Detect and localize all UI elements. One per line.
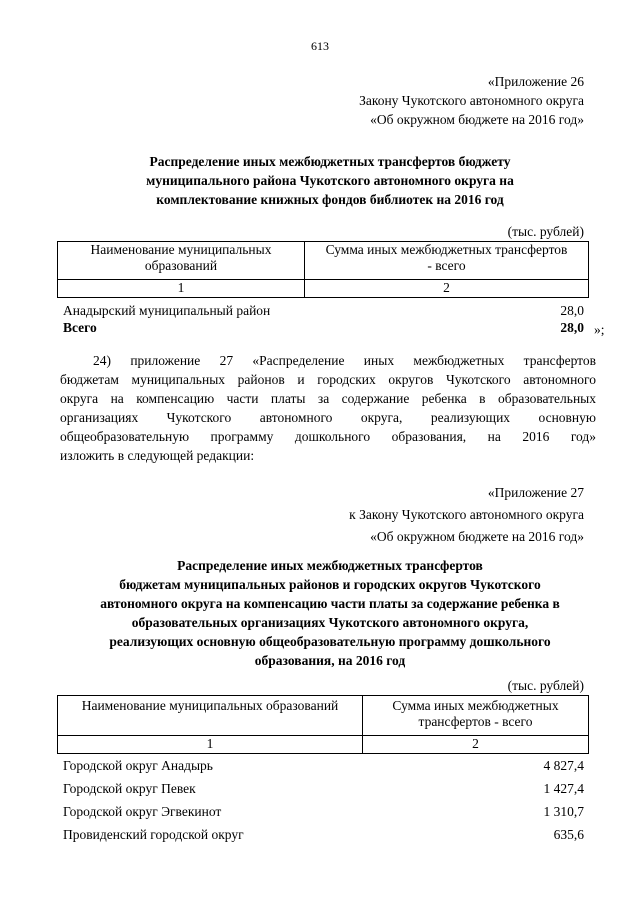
page-number: 613 [311,39,329,53]
annex-27-line: «Об окружном бюджете на 2016 год» [370,529,584,544]
column-header-name [58,242,305,280]
annex-27-reference [349,482,584,548]
title-line: автономного округа на компенсацию части платы за содержание ребенка в [100,596,560,611]
header-line: Сумма иных межбюджетных трансфертов [325,242,568,257]
row-value: 28,0 [560,303,584,318]
column-header-name [58,696,363,736]
paragraph-line: 24) приложение 27 «Распределение иных межбюджетных трансфертов [93,353,596,368]
annex-27-unit: (тыс. рублей) [507,678,584,693]
table-row [63,827,584,850]
column-header-sum [363,696,589,736]
table-row [63,781,584,804]
annex-26-line: Закону Чукотского автономного округа [359,93,584,108]
title-line: Распределение иных межбюджетных трансфертов [177,558,483,573]
table-row [63,804,584,827]
annex-26-table-body [63,303,584,337]
paragraph-line: бюджетам муниципальных районов и городских округов Чукотского автономного [60,372,596,387]
annex-26-line: «Приложение 26 [487,74,584,89]
header-line: Наименование муниципальных образований [81,698,339,713]
annex-26-unit: (тыс. рублей) [507,224,584,239]
annex-26-title [60,152,600,209]
title-line: муниципального района Чукотского автономного округа на [146,173,514,188]
annex-26-reference [359,72,584,129]
row-value: 1 310,7 [543,804,584,819]
amendment-paragraph [60,351,596,465]
row-name: Городской округ Эгвекинот [63,804,222,819]
header-line: - всего [427,258,466,273]
annex-27-title [60,556,600,670]
annex-27-table-header [57,695,589,754]
paragraph-line: изложить в следующей редакции: [60,448,255,463]
closing-quote: »; [594,322,605,337]
paragraph-line: общеобразовательную программу дошкольного образования, на 2016 год» [60,429,596,444]
column-number: 1 [58,280,305,298]
annex-27-line: к Закону Чукотского автономного округа [349,507,584,522]
header-line: Сумма иных межбюджетных [392,698,559,713]
row-name: Городской округ Анадырь [63,758,213,773]
column-number: 1 [58,736,363,754]
header-line: Наименование муниципальных [90,242,272,257]
row-name: Анадырский муниципальный район [63,303,271,318]
row-value: 4 827,4 [543,758,584,773]
row-name: Городской округ Певек [63,781,196,796]
paragraph-line: организациях Чукотского автономного округа, реализующих основную [60,410,596,425]
table-row [63,758,584,781]
annex-27-table-body [63,758,584,850]
header-line: трансфертов - всего [418,714,533,729]
annex-27-line: «Приложение 27 [487,485,584,500]
header-line: образований [144,258,218,273]
paragraph-line: округа на компенсацию части платы за содержание ребенка в образовательных [60,391,596,406]
column-number: 2 [363,736,589,754]
title-line: бюджетам муниципальных районов и городских округов Чукотского [119,577,541,592]
row-name: Провиденский городской округ [63,827,244,842]
row-value: 28,0 [560,320,584,335]
column-number: 2 [305,280,589,298]
table-row [63,303,584,320]
title-line: образовательных организациях Чукотского автономного округа, [131,615,529,630]
row-name: Всего [63,320,97,335]
title-line: реализующих основную общеобразовательную программу дошкольного [109,634,551,649]
title-line: Распределение иных межбюджетных трансфертов бюджету [149,154,511,169]
title-line: комплектование книжных фондов библиотек на 2016 год [156,192,504,207]
table-row-total [63,320,584,337]
title-line: образования, на 2016 год [254,653,406,668]
annex-26-table-header [57,241,589,298]
annex-26-line: «Об окружном бюджете на 2016 год» [370,112,584,127]
column-header-sum [305,242,589,280]
row-value: 635,6 [553,827,584,842]
row-value: 1 427,4 [543,781,584,796]
